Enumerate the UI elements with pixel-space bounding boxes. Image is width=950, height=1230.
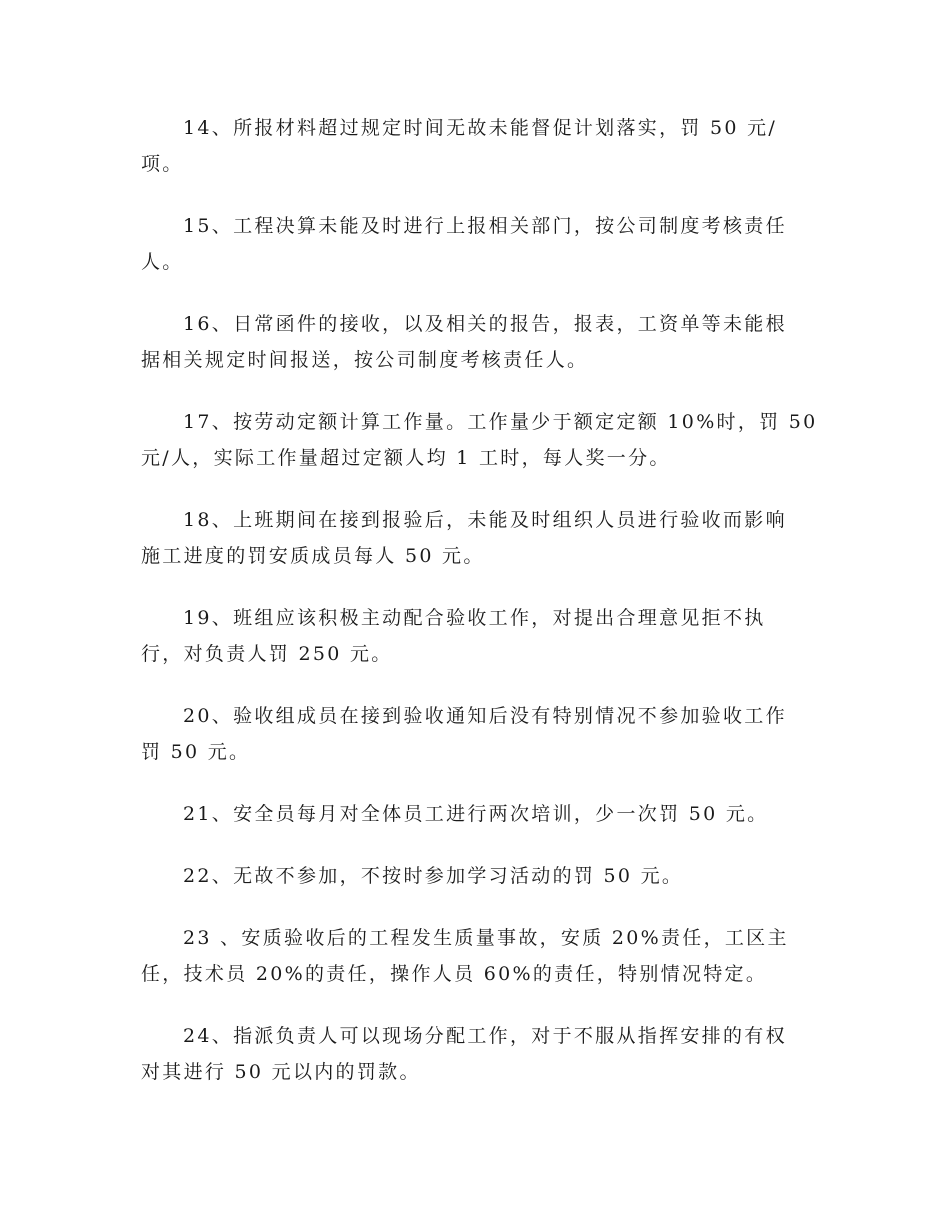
paragraph-line: 23 、安质验收后的工程发生质量事故，安质 20%责任，工区主 bbox=[183, 927, 789, 949]
paragraph-line: 15、工程决算未能及时进行上报相关部门，按公司制度考核责任 bbox=[183, 215, 787, 237]
paragraph-line: 人。 bbox=[141, 251, 184, 273]
paragraph-line: 14、所报材料超过规定时间无故未能督促计划落实，罚 50 元/ bbox=[183, 117, 778, 139]
paragraph-24 bbox=[141, 1018, 806, 1090]
paragraph-23 bbox=[141, 920, 806, 992]
paragraph-line: 17、按劳动定额计算工作量。工作量少于额定定额 10%时，罚 50 bbox=[183, 411, 818, 433]
paragraph-line: 20、验收组成员在接到验收通知后没有特别情况不参加验收工作 bbox=[183, 705, 787, 727]
paragraph-17 bbox=[141, 404, 818, 476]
paragraph-16 bbox=[141, 306, 806, 378]
paragraph-22 bbox=[141, 858, 806, 894]
paragraph-line: 施工进度的罚安质成员每人 50 元。 bbox=[141, 545, 485, 567]
paragraph-14 bbox=[141, 110, 806, 182]
paragraph-20 bbox=[141, 698, 806, 770]
paragraph-line: 24、指派负责人可以现场分配工作，对于不服从指挥安排的有权 bbox=[183, 1025, 787, 1047]
paragraph-19 bbox=[141, 600, 806, 672]
paragraph-line: 罚 50 元。 bbox=[141, 741, 251, 763]
paragraph-line: 元/人，实际工作量超过定额人均 1 工时，每人奖一分。 bbox=[141, 447, 671, 469]
paragraph-line: 18、上班期间在接到报验后，未能及时组织人员进行验收而影响 bbox=[183, 509, 787, 531]
paragraph-15 bbox=[141, 208, 806, 280]
paragraph-21 bbox=[141, 796, 806, 832]
paragraph-line: 16、日常函件的接收，以及相关的报告，报表，工资单等未能根 bbox=[183, 313, 787, 335]
paragraph-18 bbox=[141, 502, 806, 574]
paragraph-line: 任，技术员 20%的责任，操作人员 60%的责任，特别情况特定。 bbox=[141, 963, 768, 985]
paragraph-line: 据相关规定时间报送，按公司制度考核责任人。 bbox=[141, 349, 589, 371]
paragraph-line: 22、无故不参加，不按时参加学习活动的罚 50 元。 bbox=[183, 865, 684, 887]
paragraph-line: 项。 bbox=[141, 153, 184, 175]
paragraph-line: 19、班组应该积极主动配合验收工作，对提出合理意见拒不执 bbox=[183, 607, 766, 629]
paragraph-line: 行，对负责人罚 250 元。 bbox=[141, 643, 393, 665]
paragraph-line: 21、安全员每月对全体员工进行两次培训，少一次罚 50 元。 bbox=[183, 803, 769, 825]
paragraph-line: 对其进行 50 元以内的罚款。 bbox=[141, 1061, 421, 1083]
document-body bbox=[141, 110, 818, 1116]
